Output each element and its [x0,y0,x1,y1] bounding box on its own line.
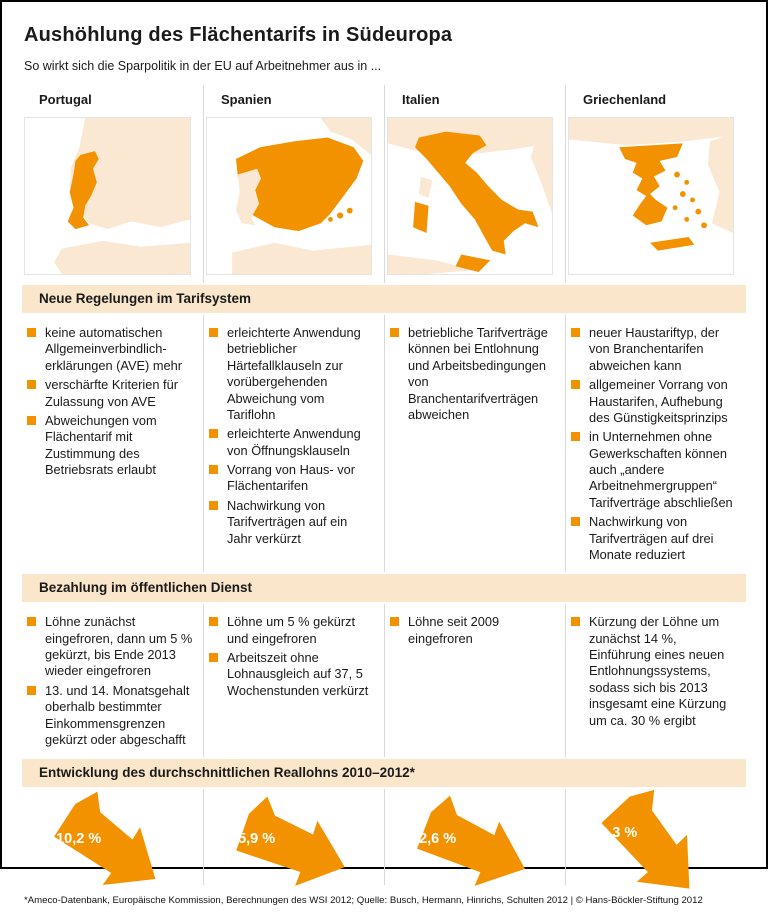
map-cell-spanien [203,116,384,283]
bullet-square-icon [209,617,218,626]
list-item [390,325,555,423]
list-item-text: Löhne seit 2009 eingefroren [408,614,500,646]
list-item [209,498,374,547]
bullet-square-icon [27,328,36,337]
list-item [571,514,736,563]
list-item [571,325,736,374]
bullet-square-icon [27,617,36,626]
list-item [209,426,374,459]
list-item [27,614,193,680]
bezahlung-spanien [203,604,384,757]
bezahlung-portugal [22,604,203,757]
map-spanien [206,117,372,275]
bullet-square-icon [209,429,218,438]
list-item [209,650,374,699]
bullet-square-icon [27,380,36,389]
source-footnote: *Ameco-Datenbank, Europäische Kommission, Berechnungen des WSI 2012; Quelle: Busch, Hermann, Hinrichs, Schulten 2012 | © Hans-Böckler-Stiftung 2012 [24,895,703,907]
section-header-oeffentlicher-dienst: Bezahlung im öffentlichen Dienst [22,574,746,602]
reallohn-griechenland [565,789,746,885]
reallohn-value-griechenland: –20,3 % [584,825,638,842]
section-header-reallohn: Entwicklung des durchschnittlichen Reallohns 2010–2012* [22,759,746,787]
bezahlung-italien [384,604,565,757]
bullet-square-icon [209,465,218,474]
list-item-text: keine automatischen Allgemeinverbindlich-erklärungen (AVE) mehr [45,325,183,373]
list-item [27,683,193,749]
bullet-square-icon [390,328,399,337]
down-arrow-icon [580,793,730,893]
list-item [27,377,193,410]
list-item [571,377,736,426]
list-item-text: Vorrang von Haus- vor Flächentarifen [227,462,356,494]
bullet-square-icon [571,432,580,441]
list-item-text: Abweichungen vom Flächentarif mit Zustimmung des Betriebsrats erlaubt [45,412,157,477]
tarifsystem-griechenland [565,315,746,572]
column-header-italien: Italien [384,85,565,116]
list-item [209,614,374,647]
bullet-square-icon [27,686,36,695]
list-item-text: Kürzung der Löhne um zunächst 14 %, Einführung eines neuen Entlohnungssystems, sodass sich bis 2013 insgesamt eine Kürzung um ca. 30 % ergibt [589,614,727,728]
reallohn-value-spanien: – 5,9 % [226,831,276,848]
list-item-text: neuer Haustariftyp, der von Branchentarifen abweichen kann [589,325,720,373]
list-item-text: betriebliche Tarifverträge können bei Entlohnung und Arbeitsbedingungen von Branchentarifverträgen abweichen [408,325,548,422]
column-header-spanien: Spanien [203,85,384,116]
list-item-text: verschärfte Kriterien für Zulassung von AVE [45,377,178,409]
bullet-square-icon [571,617,580,626]
reallohn-spanien [203,789,384,885]
list-item-text: Arbeitszeit ohne Lohnausgleich auf 37, 5 Wochenstunden verkürzt [227,650,369,698]
reallohn-portugal [22,789,203,885]
bezahlung-griechenland [565,604,746,757]
section-header-tarifsystem: Neue Regelungen im Tarifsystem [22,285,746,313]
list-item [209,325,374,423]
bullet-square-icon [209,501,218,510]
list-item [571,429,736,511]
list-item-text: Löhne zunächst eingefroren, dann um 5 % gekürzt, bis Ende 2013 wieder eingefroren [45,614,193,679]
tarifsystem-italien [384,315,565,572]
list-item [390,614,555,647]
bullet-square-icon [571,328,580,337]
tarifsystem-portugal [22,315,203,572]
list-item-text: Nachwirkung von Tarifverträgen auf drei Monate reduziert [589,514,714,562]
bullet-square-icon [571,517,580,526]
bullet-square-icon [27,416,36,425]
bullet-square-icon [209,328,218,337]
bullet-square-icon [571,380,580,389]
reallohn-italien [384,789,565,885]
bullet-square-icon [209,653,218,662]
page-title: Aushöhlung des Flächentarifs in Südeuropa [24,24,453,46]
list-item-text: in Unternehmen ohne Gewerkschaften können auch „andere Arbeitnehmergruppen“ Tarifverträge abschließen [589,429,733,510]
reallohn-value-portugal: – 10,2 % [44,831,102,848]
list-item-text: erleichterte Anwendung von Öffnungsklauseln [227,426,361,458]
bullet-square-icon [390,617,399,626]
column-header-portugal: Portugal [39,92,92,107]
map-italien [387,117,553,275]
list-item [209,462,374,495]
map-griechenland [568,117,734,275]
reallohn-value-italien: – 2,6 % [407,831,457,848]
list-item [571,614,736,729]
country-comparison-grid [22,85,746,885]
map-cell-portugal [22,116,203,283]
list-item-text: Löhne um 5 % gekürzt und eingefroren [227,614,356,646]
list-item [27,325,193,374]
list-item [27,413,193,479]
map-portugal [24,117,191,275]
list-item-text: Nachwirkung von Tarifverträgen auf ein Jahr verkürzt [227,497,348,546]
map-cell-italien [384,116,565,283]
page-subtitle: So wirkt sich die Sparpolitik in der EU auf Arbeitnehmer aus in ... [24,59,382,73]
list-item-text: 13. und 14. Monatsgehalt oberhalb bestimmter Einkommensgrenzen gekürzt oder abgeschafft [45,682,190,747]
tarifsystem-spanien [203,315,384,572]
list-item-text: erleichterte Anwendung betrieblicher Härtefallklauseln zur vorübergehenden Abweichung vom Tariflohn [227,325,361,422]
list-item-text: allgemeiner Vorrang von Haustarifen, Aufhebung des Günstigkeitsprinzips [589,377,728,425]
map-cell-griechenland [565,116,746,283]
column-header-griechenland: Griechenland [565,85,746,116]
